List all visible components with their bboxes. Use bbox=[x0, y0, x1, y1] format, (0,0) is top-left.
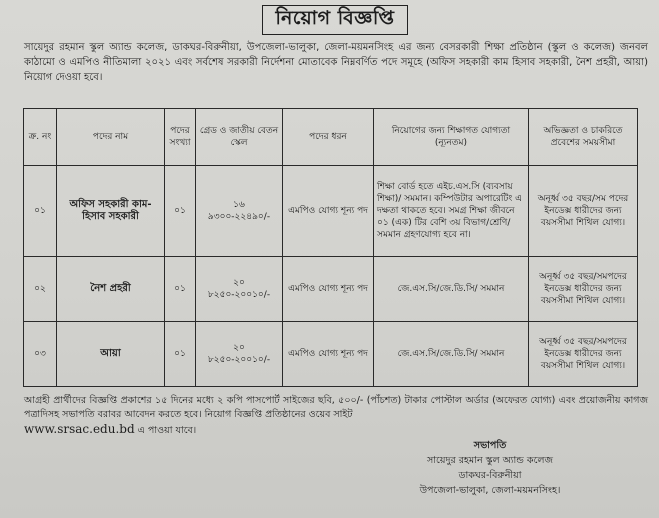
row-grade: ২০ bbox=[233, 343, 245, 353]
row-grade: ১৬ bbox=[233, 200, 245, 210]
row-serial: ০২ bbox=[24, 257, 57, 322]
row-type: এমপিও যোগ্য শূন্য পদ bbox=[283, 166, 374, 257]
signature-title: সভাপতি bbox=[473, 440, 507, 451]
signature-block bbox=[392, 438, 588, 498]
application-instructions bbox=[24, 394, 648, 438]
row-count: ০১ bbox=[165, 166, 196, 257]
table-header-row bbox=[24, 109, 638, 166]
row-experience: অনূর্ধ্ব ৩৫ বছর/সমপদের ইনডেক্স ধারীদের জন্য বয়সসীমা শিথিল যোগ্য। bbox=[529, 257, 638, 322]
row-scale: ৮২৫০-২০০১০/- bbox=[207, 355, 271, 365]
table-row bbox=[24, 322, 638, 387]
row-post-name: আয়া bbox=[57, 322, 165, 387]
row-type: এমপিও যোগ্য শূন্য পদ bbox=[283, 257, 374, 322]
row-count: ০১ bbox=[165, 322, 196, 387]
website-suffix: এ পাওয়া যাবে। bbox=[134, 425, 197, 436]
notice-title: নিয়োগ বিজ্ঞপ্তি bbox=[262, 5, 408, 35]
table-row bbox=[24, 166, 638, 257]
header-post-name: পদের নাম bbox=[57, 109, 165, 166]
row-post-name: নৈশ প্রহরী bbox=[57, 257, 165, 322]
signature-line-3: উপজেলা-ভালুকা, জেলা-ময়মনসিংহ। bbox=[419, 485, 561, 496]
table-row bbox=[24, 257, 638, 322]
row-grade: ২০ bbox=[233, 278, 245, 288]
row-scale: ৯৩০০-২২৪৯০/- bbox=[207, 212, 271, 222]
row-serial: ০৩ bbox=[24, 322, 57, 387]
row-experience: অনূর্ধ্ব ৩৫ বছর/সম পদের ইনডেক্স ধারীদের জন্য বয়সসীমা শিথিল যোগ্য। bbox=[529, 166, 638, 257]
signature-line-2: ডাকঘর-বিরুনীয়া bbox=[458, 470, 522, 481]
row-post-name: অফিস সহকারী কাম-হিসাব সহকারী bbox=[57, 166, 165, 257]
vacancy-table bbox=[23, 108, 638, 387]
row-qualification: শিক্ষা বোর্ড হতে এইচ.এস.সি (ব্যবসায় শিক্ষা)/ সমমান। কম্পিউটার অপারেটিং এ দক্ষতা থাকতে হবে। সমগ্র শিক্ষা জীবনে ০১ (এক) টির বেশি ৩য় বিভাগ/শ্রেণি/সমমান গ্রহণযোগ্য হবে না। bbox=[374, 166, 529, 257]
header-grade: গ্রেড ও জাতীয় বেতন স্কেল bbox=[196, 109, 283, 166]
row-serial: ০১ bbox=[24, 166, 57, 257]
row-qualification: জে.এস.সি/জে.ডি.সি/ সমমান bbox=[374, 257, 529, 322]
row-scale: ৮২৫০-২০০১০/- bbox=[207, 290, 271, 300]
row-grade-scale bbox=[196, 166, 283, 257]
row-grade-scale bbox=[196, 322, 283, 387]
intro-paragraph: সায়েদুর রহমান স্কুল অ্যান্ড কলেজ, ডাকঘর-বিরুনীয়া, উপজেলা-ভালুকা, জেলা-ময়মনসিংহ এর জন্য বেসরকারী শিক্ষা প্রতিষ্ঠান (স্কুল ও কলেজ) জনবল কাঠামো ও এমপিও নীতিমালা ২০২১ এবং সর্বশেষ সরকারী নির্দেশনা মোতাবেক নিম্নবর্ণিত পদে সমূহে (অফিস সহকারী কাম হিসাব সহকারী, নৈশ প্রহরী, আয়া) নিয়োগ দেওয়া হবে। bbox=[24, 42, 648, 83]
header-type: পদের ধরন bbox=[283, 109, 374, 166]
header-count: পদের সংখ্যা bbox=[165, 109, 196, 166]
header-qualification: নিয়োগের জন্য শিক্ষাগত যোগ্যতা (ন্যূনতম) bbox=[374, 109, 529, 166]
header-experience: অভিজ্ঞতা ও চাকরিতে প্রবেশের সময়সীমা bbox=[529, 109, 638, 166]
row-count: ০১ bbox=[165, 257, 196, 322]
footer-text: আগ্রহী প্রার্থীদের বিজ্ঞপ্তি প্রকাশের ১৫ দিনের মধ্যে ২ কপি পাসপোর্ট সাইজের ছবি, ৫০০/- (পাঁচশত) টাকার পোস্টাল অর্ডার (অফেরত যোগ্য) এবং প্রয়োজনীয় কাগজ পত্রাদিসহ সভাপতি বরাবর আবেদন করতে হবে। নিয়োগ বিজ্ঞপ্তি প্রতিষ্ঠানের ওয়েব সাইট bbox=[24, 395, 648, 420]
row-grade-scale bbox=[196, 257, 283, 322]
header-serial: ক্র. নং bbox=[24, 109, 57, 166]
row-qualification: জে.এস.সি/জে.ডি.সি/ সমমান bbox=[374, 322, 529, 387]
signature-line-1: সায়েদুর রহমান স্কুল অ্যান্ড কলেজ bbox=[427, 455, 553, 466]
row-type: এমপিও যোগ্য শূন্য পদ bbox=[283, 322, 374, 387]
row-experience: অনূর্ধ্ব ৩৫ বছর/সমপদের ইনডেক্স ধারীদের জন্য বয়সসীমা শিথিল যোগ্য। bbox=[529, 322, 638, 387]
website-link[interactable]: www.srsac.edu.bd bbox=[24, 422, 135, 436]
